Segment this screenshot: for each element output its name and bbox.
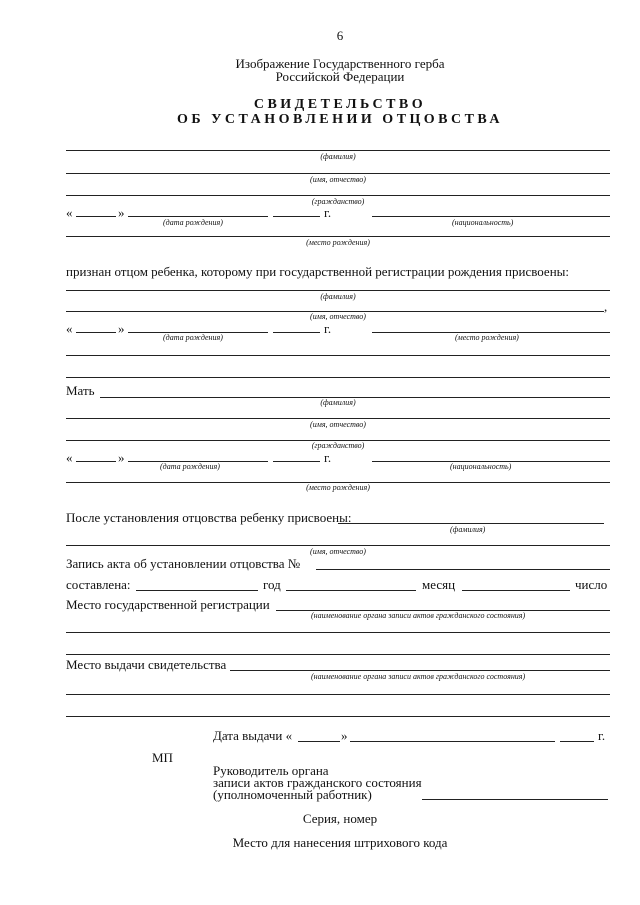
signature-line[interactable] bbox=[422, 799, 608, 800]
child-extra-line-2[interactable] bbox=[66, 377, 610, 378]
father-birth-month-line[interactable] bbox=[128, 216, 268, 217]
issue-date-close-quote: » bbox=[341, 728, 348, 743]
father-nationality-line[interactable] bbox=[372, 216, 610, 217]
registration-place-caption: (наименование органа записи актов гражданского состояния) bbox=[311, 611, 526, 620]
mother-birth-year-line[interactable] bbox=[273, 461, 320, 462]
mother-birth-date-caption: (дата рождения) bbox=[160, 462, 220, 471]
document-title-line1: СВИДЕТЕЛЬСТВО bbox=[253, 97, 427, 112]
stamp-label: МП bbox=[152, 750, 173, 765]
child-surname-caption: (фамилия) bbox=[320, 292, 356, 301]
issue-month-line[interactable] bbox=[350, 741, 555, 742]
record-number-line[interactable] bbox=[316, 569, 610, 570]
registration-extra-line-1[interactable] bbox=[66, 632, 610, 633]
compiled-year-line[interactable] bbox=[286, 590, 416, 591]
child-surname-line[interactable] bbox=[66, 290, 610, 291]
issue-year-line[interactable] bbox=[560, 741, 594, 742]
after-paternity-label: После установления отцовства ребенку присвоены: bbox=[66, 510, 352, 525]
issue-year-suffix: г. bbox=[598, 728, 606, 743]
series-number-label: Серия, номер bbox=[302, 811, 378, 826]
mother-birth-day-line[interactable] bbox=[76, 461, 116, 462]
month-label: месяц bbox=[422, 577, 456, 592]
new-surname-line[interactable] bbox=[338, 523, 604, 524]
child-birth-place-caption: (место рождения) bbox=[455, 333, 519, 342]
issue-extra-line-2[interactable] bbox=[66, 716, 610, 717]
father-nationality-caption: (национальность) bbox=[452, 218, 514, 227]
mother-name-line[interactable] bbox=[66, 418, 610, 419]
father-birth-place-line[interactable] bbox=[66, 236, 610, 237]
issue-date-label: Дата выдачи « bbox=[213, 728, 293, 743]
father-citizenship-caption: (гражданство) bbox=[311, 197, 365, 206]
father-birth-day-line[interactable] bbox=[76, 216, 116, 217]
issue-place-line[interactable] bbox=[230, 670, 610, 671]
head-title-line2: записи актов гражданского состояния bbox=[213, 775, 422, 790]
mother-date-open-quote: « bbox=[66, 450, 73, 465]
child-name-caption: (имя, отчество) bbox=[310, 312, 366, 321]
emblem-text-line2: Российской Федерации bbox=[275, 69, 405, 84]
father-birth-date-caption: (дата рождения) bbox=[163, 218, 223, 227]
new-name-line[interactable] bbox=[66, 545, 610, 546]
issue-day-line[interactable] bbox=[298, 741, 340, 742]
new-surname-caption: (фамилия) bbox=[450, 525, 486, 534]
father-name-line[interactable] bbox=[66, 173, 610, 174]
issue-place-caption: (наименование органа записи актов гражданского состояния) bbox=[311, 672, 526, 681]
recognized-statement: признан отцом ребенка, которому при государственной регистрации рождения присвоены: bbox=[66, 264, 570, 279]
new-name-caption: (имя, отчество) bbox=[310, 547, 366, 556]
mother-label: Мать bbox=[66, 383, 95, 398]
father-birth-year-line[interactable] bbox=[273, 216, 320, 217]
compiled-month-line[interactable] bbox=[462, 590, 570, 591]
compiled-day-line[interactable] bbox=[136, 590, 258, 591]
child-year-suffix: г. bbox=[324, 321, 332, 336]
father-surname-line[interactable] bbox=[66, 150, 610, 151]
father-citizenship-line[interactable] bbox=[66, 195, 610, 196]
father-birth-place-caption: (место рождения) bbox=[306, 238, 370, 247]
compiled-label: составлена: bbox=[66, 577, 131, 592]
mother-name-caption: (имя, отчество) bbox=[310, 420, 366, 429]
child-birth-year-line[interactable] bbox=[273, 332, 320, 333]
registration-place-label: Место государственной регистрации bbox=[66, 597, 270, 612]
day-label: число bbox=[575, 577, 608, 592]
father-surname-caption: (фамилия) bbox=[320, 152, 356, 161]
year-label: год bbox=[263, 577, 281, 592]
child-birth-day-line[interactable] bbox=[76, 332, 116, 333]
page-number: 6 bbox=[336, 28, 344, 43]
mother-citizenship-caption: (гражданство) bbox=[311, 441, 365, 450]
father-date-close-quote: » bbox=[118, 205, 125, 220]
father-year-suffix: г. bbox=[324, 205, 332, 220]
father-date-open-quote: « bbox=[66, 205, 73, 220]
record-act-label: Запись акта об установлении отцовства № bbox=[66, 556, 301, 571]
issue-extra-line-1[interactable] bbox=[66, 694, 610, 695]
father-name-caption: (имя, отчество) bbox=[310, 175, 366, 184]
document-title-line2: ОБ УСТАНОВЛЕНИИ ОТЦОВСТВА bbox=[177, 112, 503, 127]
child-date-close-quote: » bbox=[118, 321, 125, 336]
mother-birth-place-caption: (место рождения) bbox=[306, 483, 370, 492]
mother-year-suffix: г. bbox=[324, 450, 332, 465]
head-title-line3: (уполномоченный работник) bbox=[213, 787, 372, 802]
child-date-open-quote: « bbox=[66, 321, 73, 336]
mother-nationality-caption: (национальность) bbox=[450, 462, 512, 471]
barcode-place-label: Место для нанесения штрихового кода bbox=[232, 835, 448, 850]
child-extra-line-1[interactable] bbox=[66, 355, 610, 356]
emblem-text-line1: Изображение Государственного герба bbox=[235, 56, 445, 71]
child-name-comma: , bbox=[604, 299, 608, 314]
registration-extra-line-2[interactable] bbox=[66, 654, 610, 655]
child-birth-date-caption: (дата рождения) bbox=[163, 333, 223, 342]
issue-place-label: Место выдачи свидетельства bbox=[66, 657, 227, 672]
mother-date-close-quote: » bbox=[118, 450, 125, 465]
mother-surname-caption: (фамилия) bbox=[320, 398, 356, 407]
head-title-line1: Руководитель органа bbox=[213, 763, 329, 778]
